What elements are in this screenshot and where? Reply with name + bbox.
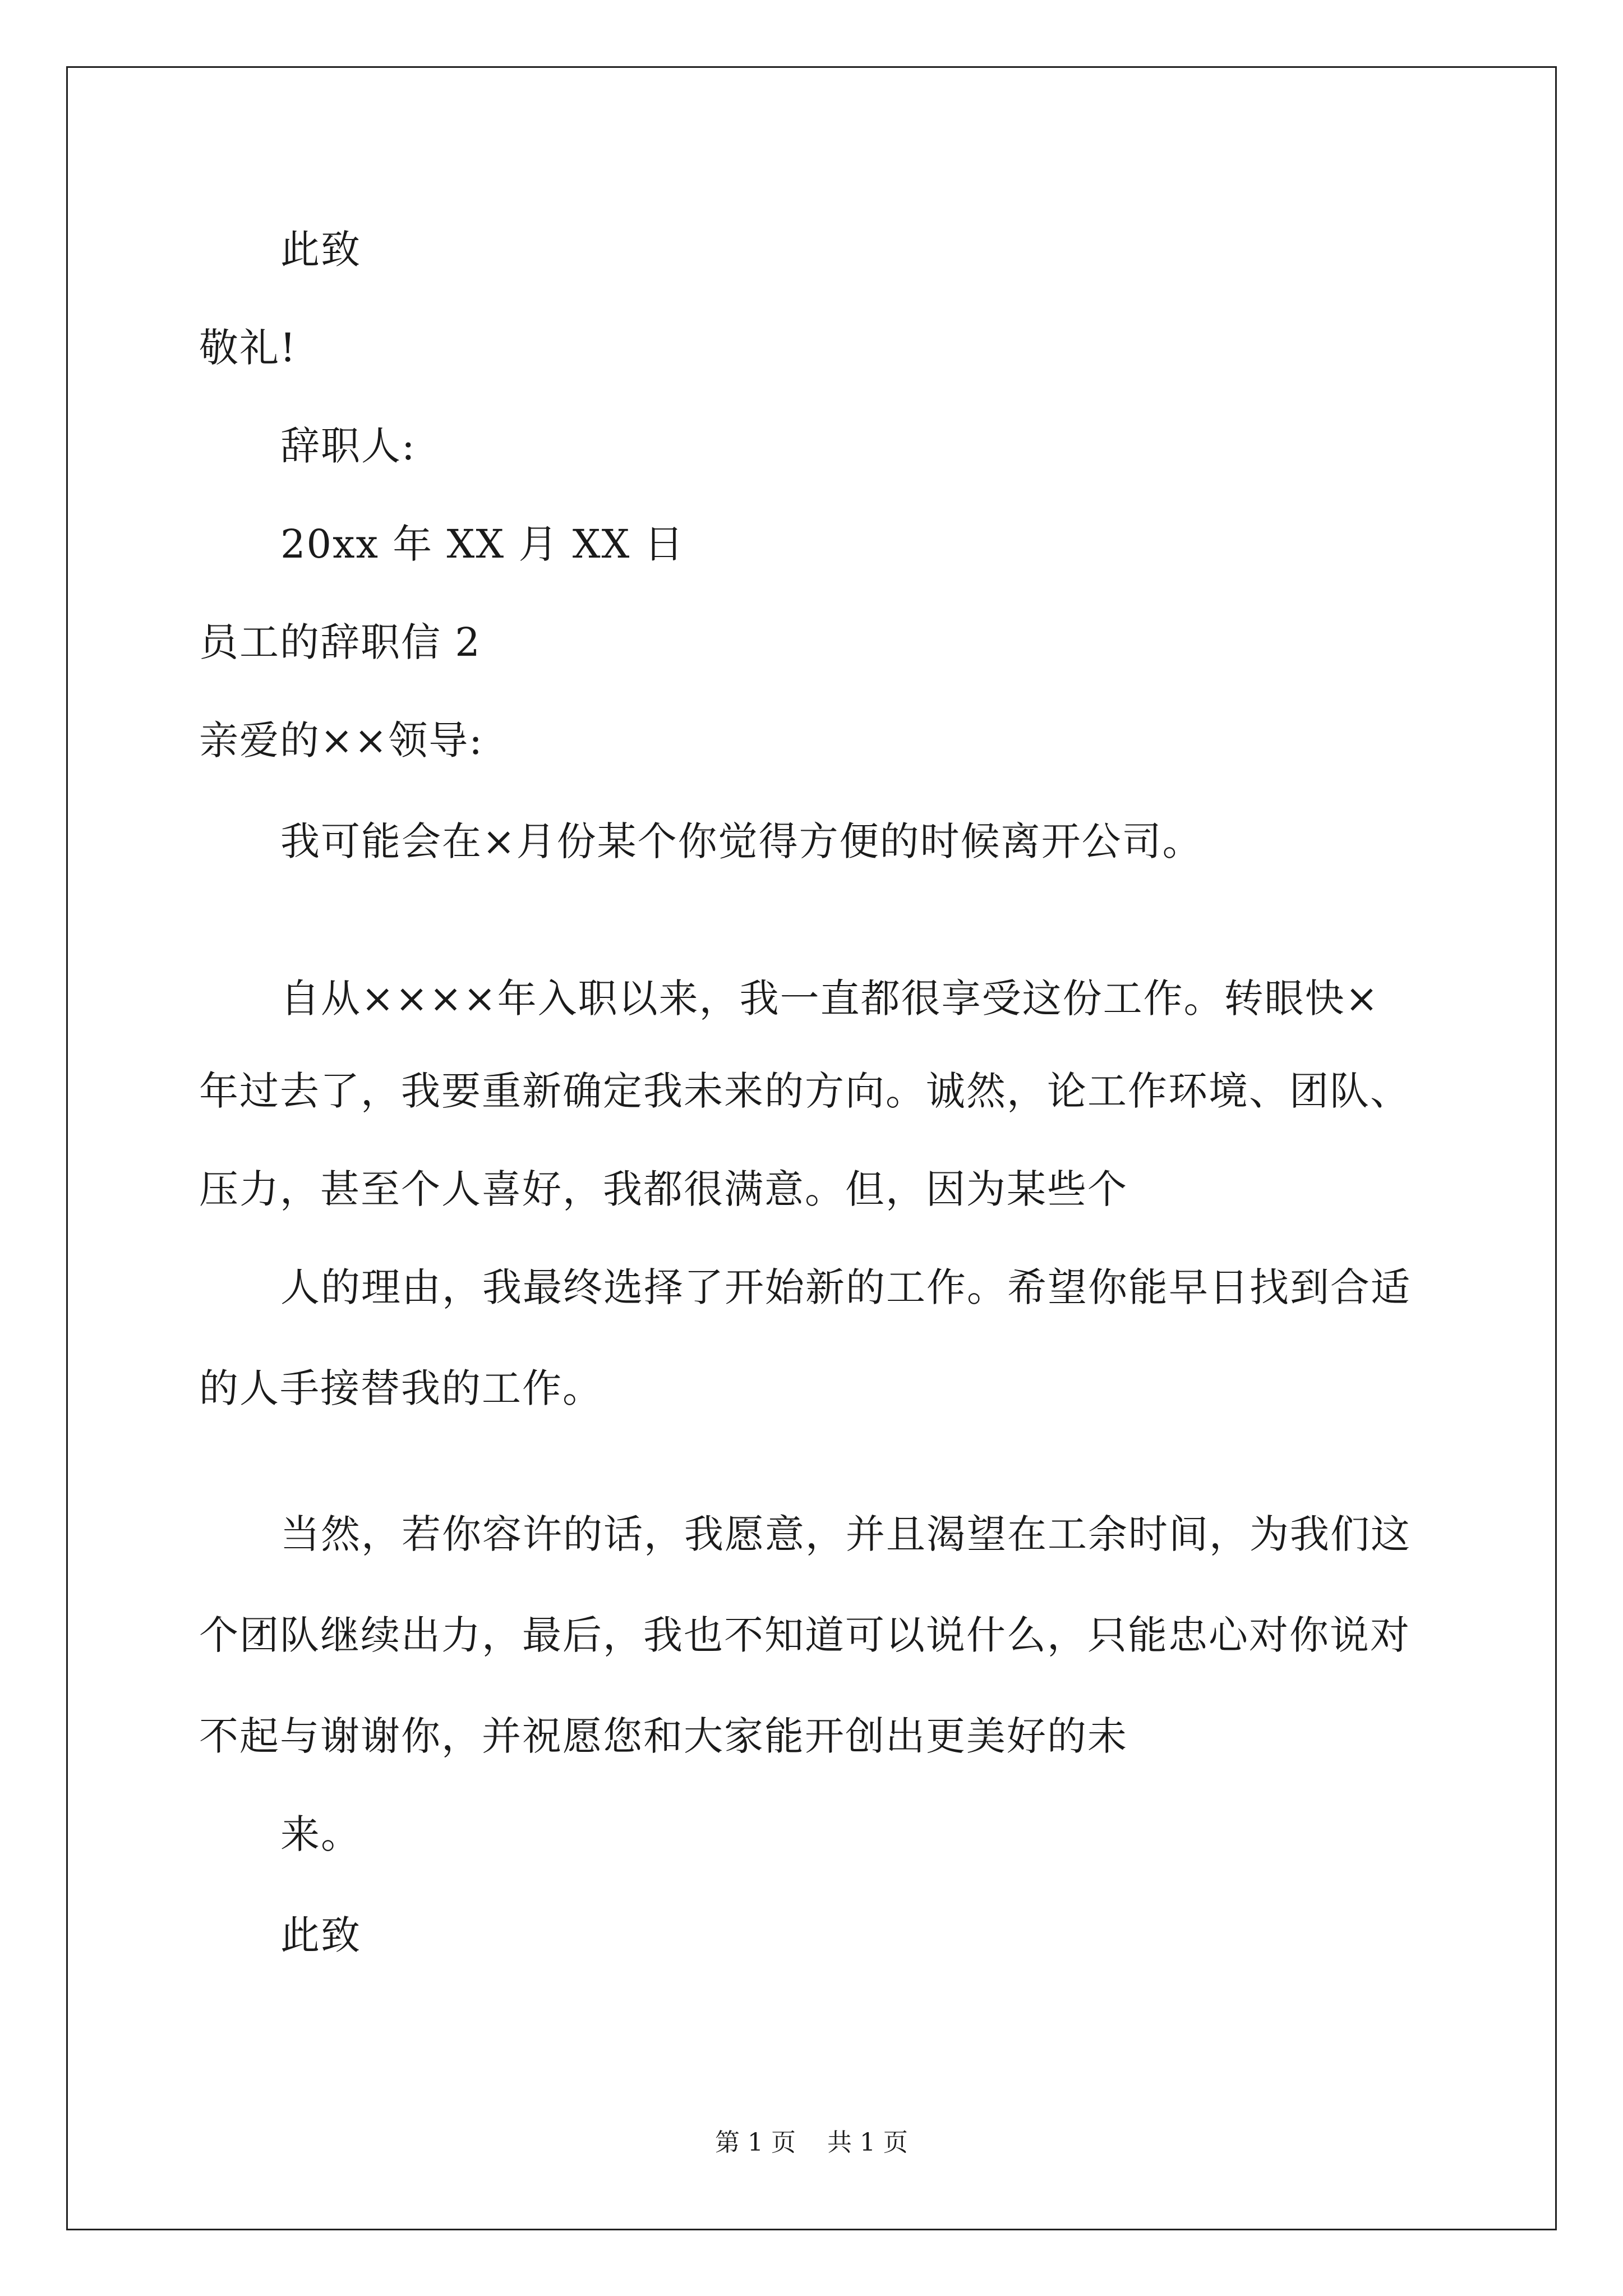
- body-paragraph-line: 压力，甚至个人喜好，我都很满意。但，因为某些个: [199, 1166, 1128, 1212]
- body-paragraph-line: 个团队继续出力，最后，我也不知道可以说什么，只能忠心对你说对: [199, 1612, 1410, 1658]
- body-paragraph-line: 来。: [280, 1811, 361, 1857]
- closing-salutation: 此致: [280, 227, 361, 273]
- page-border: [66, 66, 1557, 2230]
- respect-line: 敬礼!: [199, 325, 297, 371]
- body-paragraph-line: 年过去了，我要重新确定我未来的方向。诚然，论工作环境、团队、: [199, 1068, 1410, 1114]
- page-number-footer: 第 1 页 共 1 页: [715, 2128, 908, 2157]
- body-paragraph-line: 我可能会在×月份某个你觉得方便的时候离开公司。: [280, 818, 1203, 864]
- resigner-label: 辞职人:: [280, 423, 416, 469]
- body-paragraph-line: 不起与谢谢你，并祝愿您和大家能开创出更美好的未: [199, 1713, 1128, 1759]
- body-paragraph-line: 人的理由，我最终选择了开始新的工作。希望你能早日找到合适: [280, 1264, 1411, 1310]
- body-paragraph-line: 的人手接替我的工作。: [199, 1365, 603, 1411]
- date-line: 20xx 年 XX 月 XX 日: [280, 521, 685, 567]
- closing-salutation: 此致: [280, 1912, 361, 1958]
- body-paragraph-line: 自从××××年入职以来，我一直都很享受这份工作。转眼快×: [280, 976, 1380, 1022]
- greeting-line: 亲爱的××领导:: [199, 717, 483, 763]
- letter-title: 员工的辞职信 2: [199, 619, 481, 665]
- body-paragraph-line: 当然，若你容许的话，我愿意，并且渴望在工余时间，为我们这: [280, 1511, 1411, 1557]
